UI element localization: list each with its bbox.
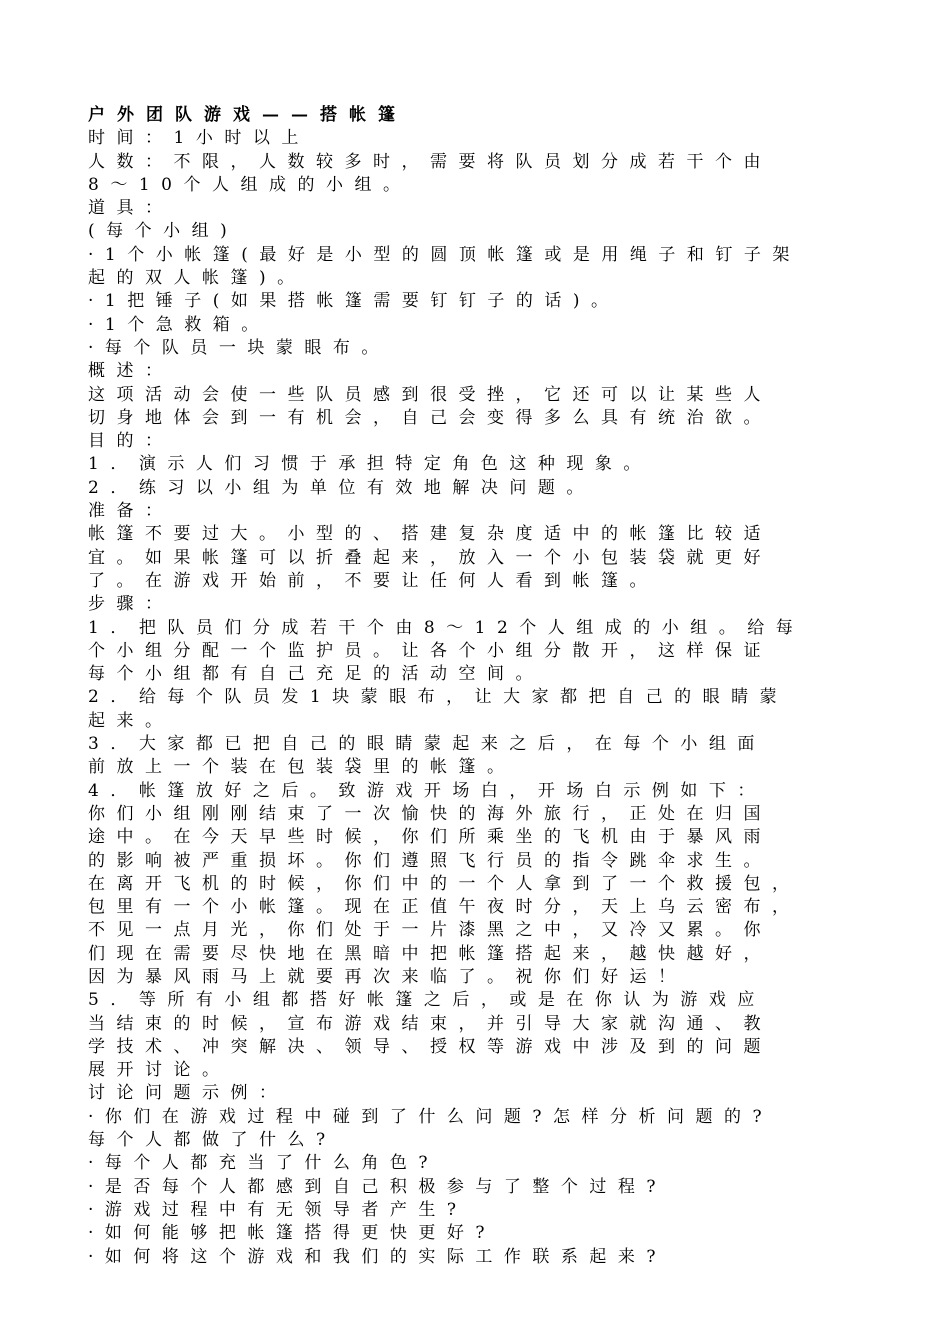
text-line: 4．帐篷放好之后。致游戏开场白，开场白示例如下： <box>88 780 766 801</box>
text-line: 目的： <box>88 431 174 452</box>
text-line: ·是否每个人都感到自己积极参与了整个过程? <box>88 1176 668 1197</box>
text-line: 讨论问题示例： <box>88 1083 288 1104</box>
text-line: ·每个队员一块蒙眼布。 <box>88 337 390 358</box>
text-line: 这项活动会使一些队员感到很受挫，它还可以让某些人 <box>88 384 772 405</box>
text-line: 每个人都做了什么? <box>88 1130 337 1151</box>
text-line: 前放上一个装在包装袋里的帐篷。 <box>88 757 516 778</box>
text-line: 在离开飞机的时候，你们中的一个人拿到了一个救援包， <box>88 873 801 894</box>
text-line: ·如何能够把帐篷搭得更快更好? <box>88 1223 497 1244</box>
text-line: 你们小组刚刚结束了一次愉快的海外旅行，正处在归国 <box>88 803 772 824</box>
text-line: 个小组分配一个监护员。让各个小组分散开，这样保证 <box>88 640 772 661</box>
text-line: 8～10个人组成的小组。 <box>88 174 412 195</box>
text-line: ·1个小帐篷(最好是小型的圆顶帐篷或是用绳子和钉子架 <box>88 244 801 265</box>
text-line: ·每个人都充当了什么角色? <box>88 1153 440 1174</box>
text-line: 准备： <box>88 501 174 522</box>
text-line: ·你们在游戏过程中碰到了什么问题?怎样分析问题的? <box>88 1106 774 1127</box>
text-line: 道具： <box>88 198 174 219</box>
text-line: 起的双人帐篷)。 <box>88 268 306 289</box>
text-line: ·1把锤子(如果搭帐篷需要钉钉子的话)。 <box>88 291 620 312</box>
text-line: 切身地体会到一有机会，自己会变得多么具有统治欲。 <box>88 407 772 428</box>
text-line: 们现在需要尽快地在黑暗中把帐篷搭起来，越快越好， <box>88 943 772 964</box>
text-line: ·1个急救箱。 <box>88 314 270 335</box>
text-line: 2．练习以小组为单位有效地解决问题。 <box>88 477 595 498</box>
text-line: 3．大家都已把自己的眼睛蒙起来之后，在每个小组面 <box>88 734 766 755</box>
text-line: 的影响被严重损坏。你们遵照飞行员的指令跳伞求生。 <box>88 850 772 871</box>
text-line: 5．等所有小组都搭好帐篷之后，或是在你认为游戏应 <box>88 990 766 1011</box>
text-line: 起来。 <box>88 710 174 731</box>
text-line: 包里有一个小帐篷。现在正值午夜时分，天上乌云密布， <box>88 897 801 918</box>
text-line: ·游戏过程中有无领导者产生? <box>88 1199 468 1220</box>
text-line: 展开讨论。 <box>88 1060 231 1081</box>
text-line: 时间：1小时以上 <box>88 128 310 149</box>
text-line: 步骤： <box>88 594 174 615</box>
text-line: 当结束的时候，宣布游戏结束，并引导大家就沟通、教 <box>88 1013 772 1034</box>
document-title: 户外团队游戏——搭帐篷 <box>88 105 407 125</box>
text-line: (每个小组) <box>88 221 239 242</box>
text-line: 2．给每个队员发1块蒙眼布，让大家都把自己的眼睛蒙 <box>88 687 789 708</box>
document-page <box>88 104 858 1269</box>
text-line: 概述： <box>88 361 174 382</box>
text-line: 了。在游戏开始前，不要让任何人看到帐篷。 <box>88 570 658 591</box>
text-line: 宜。如果帐篷可以折叠起来，放入一个小包装袋就更好 <box>88 547 772 568</box>
text-line: 因为暴风雨马上就要再次来临了。祝你们好运！ <box>88 966 687 987</box>
text-line: 学技术、冲突解决、领导、授权等游戏中涉及到的问题 <box>88 1036 772 1057</box>
text-line: 1．演示人们习惯于承担特定角色这种现象。 <box>88 454 652 475</box>
text-line: 不见一点月光，你们处于一片漆黑之中，又冷又累。你 <box>88 920 772 941</box>
text-line: 每个小组都有自己充足的活动空间。 <box>88 664 544 685</box>
text-line: ·如何将这个游戏和我们的实际工作联系起来? <box>88 1246 668 1267</box>
text-line: 帐篷不要过大。小型的、搭建复杂度适中的帐篷比较适 <box>88 524 772 545</box>
text-line: 1．把队员们分成若干个由8～12个人组成的小组。给每 <box>88 617 805 638</box>
text-line: 途中。在今天早些时候，你们所乘坐的飞机由于暴风雨 <box>88 827 772 848</box>
text-line: 人数：不限，人数较多时，需要将队员划分成若干个由 <box>88 151 772 172</box>
